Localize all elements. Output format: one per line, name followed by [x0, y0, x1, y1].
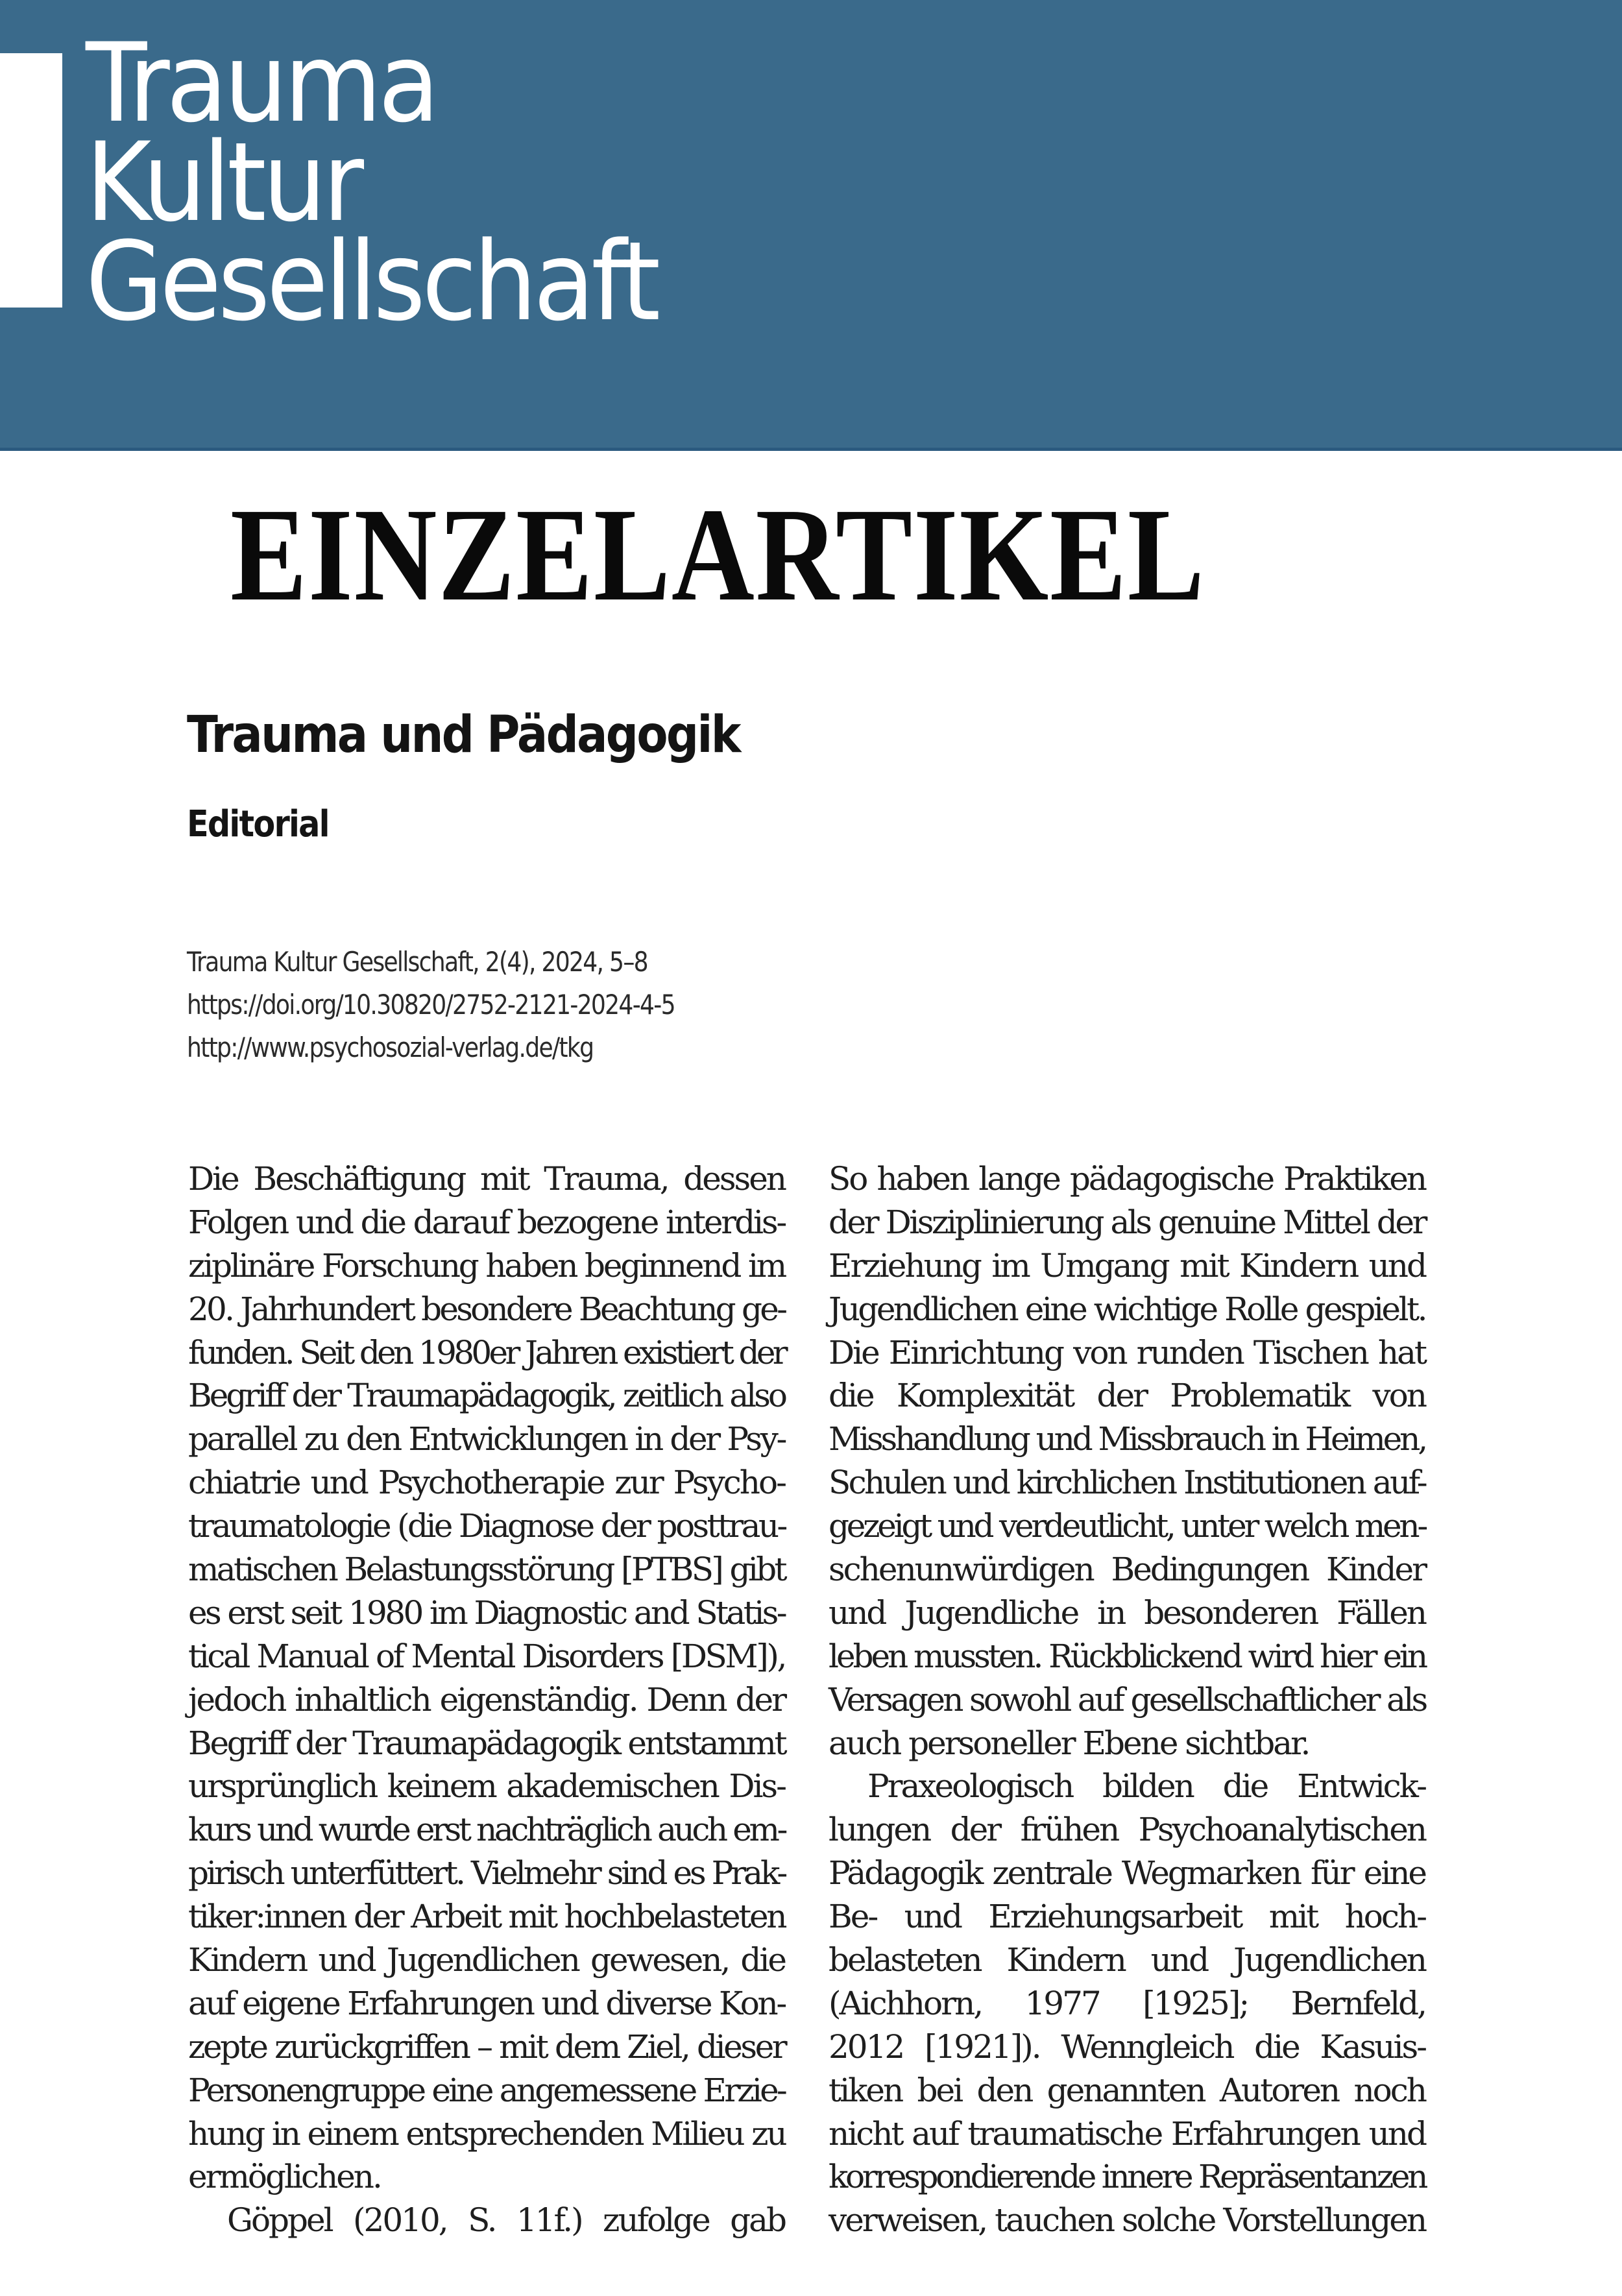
body-text-line: Die Beschäftigung mit Trauma, dessen	[188, 1160, 785, 1198]
body-text-line: (Aichhorn, 1977 [1925]; Bernfeld,	[829, 1984, 1425, 2022]
body-text-line: Folgen und die darauf bezogene interdis-	[188, 1203, 786, 1241]
body-text-line: 2012 [1921]). Wenngleich die Kasuis-	[829, 2027, 1425, 2066]
body-text-line: Praxeologisch bilden die Entwick-	[867, 1767, 1425, 1806]
journal-title-line: Gesellschaft	[86, 218, 657, 345]
body-text-line: ziplinäre Forschung haben beginnend im	[188, 1246, 785, 1285]
body-text-line: zepte zurückgriffen – mit dem Ziel, dieser	[188, 2027, 786, 2066]
body-text-line: hung in einem entsprechenden Milieu zu	[188, 2114, 786, 2153]
body-text-line: ursprünglich keinem akademischen Dis-	[188, 1767, 785, 1806]
body-text-line: matischen Belastungsstörung [PTBS] gibt	[188, 1551, 785, 1589]
body-text-line: Versagen sowohl auf gesellschaftlicher als	[829, 1680, 1426, 1719]
journal-title-line: Kultur	[86, 119, 361, 246]
body-text-line: So haben lange pädagogische Praktiken	[829, 1160, 1425, 1198]
citation-block	[187, 941, 675, 1069]
body-text-line: chiatrie und Psychotherapie zur Psycho-	[188, 1464, 785, 1502]
journal-reference: Trauma Kultur Gesellschaft, 2(4), 2024, 5–8	[187, 946, 648, 978]
body-text-line: leben mussten. Rückblickend wird hier ein	[829, 1637, 1425, 1675]
body-text-line: Die Einrichtung von runden Tischen hat	[829, 1333, 1425, 1372]
article-type: Editorial	[187, 803, 329, 845]
body-text-line: korrespondierende innere Repräsentanzen	[829, 2158, 1425, 2196]
body-text-line: gezeigt und verdeutlicht, unter welch men-	[829, 1507, 1425, 1545]
body-text-line: Jugendlichen eine wichtige Rolle gespielt.	[829, 1290, 1425, 1328]
journal-banner	[0, 0, 1622, 451]
body-text-line: Be- und Erziehungsarbeit mit hoch-	[829, 1898, 1425, 1936]
body-text-line: schenunwürdigen Bedingungen Kinder	[829, 1551, 1425, 1589]
body-text-line: tiken bei den genannten Autoren noch	[829, 2071, 1425, 2109]
doi-link[interactable]: https://doi.org/10.30820/2752-2121-2024-4-5	[187, 989, 675, 1021]
body-text-line: Misshandlung und Missbrauch in Heimen,	[829, 1420, 1426, 1458]
banner-accent-bar	[0, 53, 62, 308]
body-text-line: es erst seit 1980 im Diagnostic and Statis-	[188, 1593, 785, 1632]
article-title: Trauma und Pädagogik	[187, 706, 740, 764]
overlay-heading: EINZELARTIKEL	[230, 480, 1205, 629]
body-text-line: ermöglichen.	[188, 2158, 381, 2196]
body-text-line: Schulen und kirchlichen Institutionen auf-	[829, 1464, 1425, 1502]
body-column-right	[829, 1157, 1425, 2242]
publisher-link[interactable]: http://www.psychosozial-verlag.de/tkg	[187, 1032, 594, 1063]
body-text-line: verweisen, tauchen solche Vorstellungen	[829, 2201, 1425, 2240]
body-text-line: nicht auf traumatische Erfahrungen und	[829, 2114, 1425, 2153]
body-text-line: Begriff der Traumapädagogik entstammt	[188, 1724, 786, 1762]
body-text-line: jedoch inhaltlich eigenständig. Denn der	[188, 1680, 785, 1719]
body-text-line: tiker:innen der Arbeit mit hochbelasteten	[188, 1898, 786, 1936]
body-text-line: Begriff der Traumapädagogik, zeitlich also	[188, 1377, 785, 1415]
journal-title	[86, 19, 657, 345]
body-text-line: pirisch unterfüttert. Vielmehr sind es Prak-	[188, 1854, 786, 1892]
body-text-line: traumatologie (die Diagnose der posttrau-	[188, 1507, 786, 1545]
body-text-line: tical Manual of Mental Disorders [DSM]),	[188, 1637, 785, 1675]
body-text-line: parallel zu den Entwicklungen in der Psy-	[188, 1420, 785, 1458]
body-text-line: Erziehung im Umgang mit Kindern und	[829, 1246, 1425, 1285]
body-text-line: Kindern und Jugendlichen gewesen, die	[188, 1941, 785, 1979]
body-text-line: belasteten Kindern und Jugendlichen	[829, 1941, 1425, 1979]
journal-title-line: Trauma	[86, 19, 437, 147]
body-column-left	[188, 1157, 785, 2242]
body-text-line: die Komplexität der Problematik von	[829, 1377, 1425, 1415]
body-text-line: kurs und wurde erst nachträglich auch em-	[188, 1811, 785, 1849]
body-text-line: 20. Jahrhundert besondere Beachtung ge-	[188, 1290, 786, 1328]
body-text-line: Pädagogik zentrale Wegmarken für eine	[829, 1854, 1425, 1892]
body-text-line: lungen der frühen Psychoanalytischen	[829, 1811, 1425, 1849]
body-text-line: funden. Seit den 1980er Jahren existiert der	[188, 1333, 785, 1372]
body-text-line: und Jugendliche in besonderen Fällen	[829, 1593, 1425, 1632]
body-text-line: Göppel (2010, S. 11f.) zufolge gab	[227, 2201, 785, 2240]
body-text-line: auf eigene Erfahrungen und diverse Kon-	[188, 1984, 785, 2022]
body-text-line: Personengruppe eine angemessene Erzie-	[188, 2071, 785, 2109]
body-text-line: der Disziplinierung als genuine Mittel der	[829, 1203, 1425, 1241]
body-text-line: auch personeller Ebene sichtbar.	[829, 1724, 1309, 1762]
